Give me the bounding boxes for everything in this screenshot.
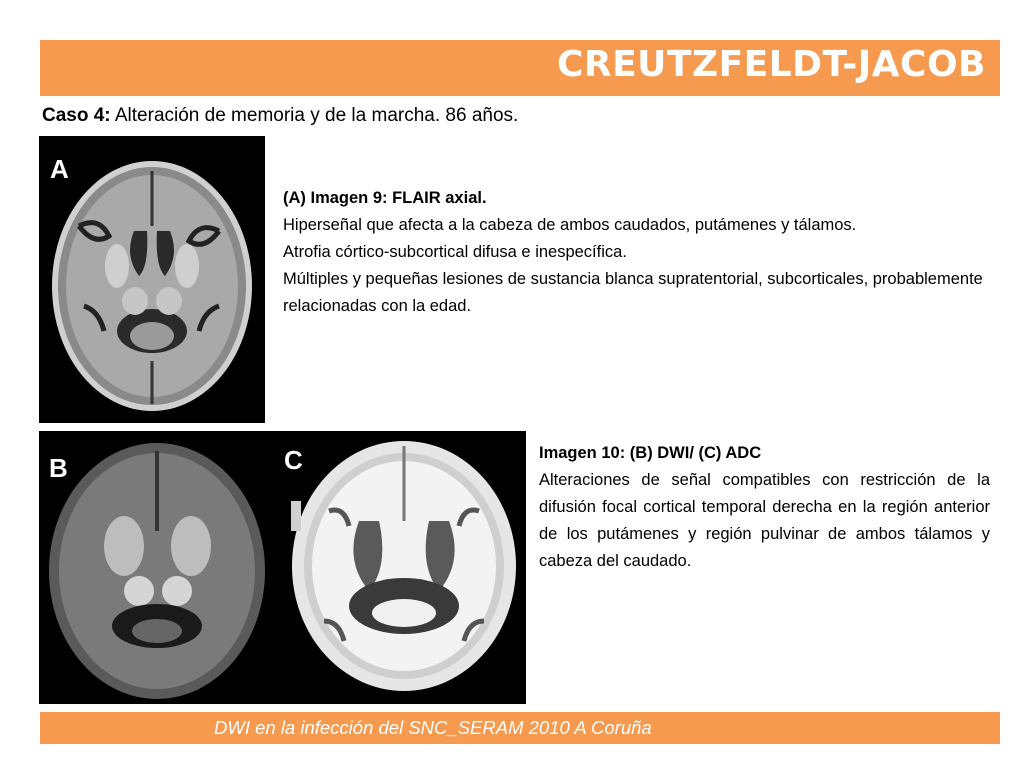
section-a-line-3: Múltiples y pequeñas lesiones de sustancia blanca supratentorial, subcorticales, probablemente relacionadas con la edad. [283,270,983,315]
adc-brain [291,441,516,691]
section-bc-heading: Imagen 10: (B) DWI/ (C) ADC [539,444,762,462]
section-a-line-1: Hiperseñal que afecta a la cabeza de ambos caudados, putámenes y tálamos. [283,216,857,234]
panel-label-c: C [284,445,303,475]
section-a-line-2: Atrofia córtico-subcortical difusa e inespecífica. [283,243,627,261]
footer-text: DWI en la infección del SNC_SERAM 2010 A Coruña [214,717,652,738]
title-bar [40,40,1000,96]
panel-label-b: B [49,453,68,483]
case-line [42,105,518,127]
section-bc-text [539,440,990,575]
case-description: Alteración de memoria y de la marcha. 86 años. [114,105,519,126]
section-a-text [283,185,993,320]
dwi-adc-images [39,431,526,704]
footer-bar [40,712,1000,744]
case-label: Caso 4: [42,105,111,126]
flair-axial-image [39,136,265,423]
slide-title: CREUTZFELDT-JACOB [556,44,986,85]
section-bc-body: Alteraciones de señal compatibles con restricción de la difusión focal cortical temporal derecha en la región anterior de los putámenes y región pulvinar de ambos tálamos y cabeza del caudado. [539,471,990,570]
dwi-brain [49,443,265,699]
section-a-heading: (A) Imagen 9: FLAIR axial. [283,189,487,207]
panel-label-a: A [50,154,69,184]
